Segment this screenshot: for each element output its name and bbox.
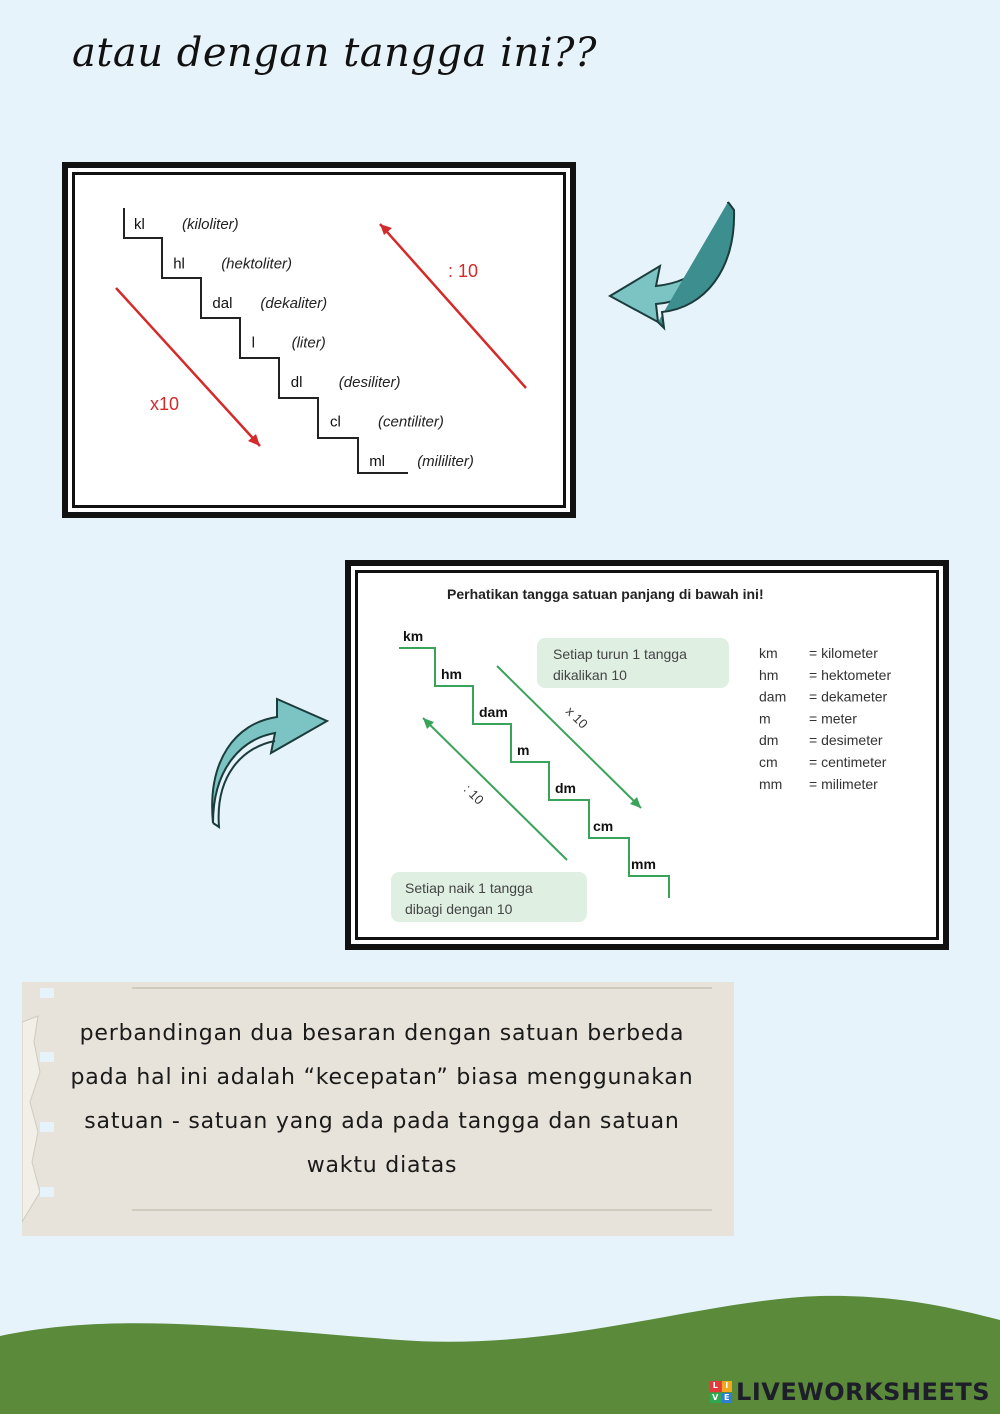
brand-logo [710, 1378, 990, 1406]
length-step-unit: cm [593, 818, 614, 834]
note-up-line1: Setiap naik 1 tangga [405, 880, 533, 896]
up-arrow-head [380, 224, 392, 235]
length-ladder-diagram [351, 566, 943, 944]
green-up-label: : 10 [460, 781, 487, 808]
down-multiply-label: x10 [150, 394, 180, 414]
length-step-unit: m [517, 742, 530, 758]
volume-step-name: (desiliter) [338, 374, 401, 391]
legend-abbr: dam [759, 688, 787, 705]
legend-full: = kilometer [809, 645, 878, 661]
volume-ladder-frame [62, 162, 576, 518]
legend-abbr: hm [759, 666, 779, 683]
length-step-unit: km [403, 628, 424, 644]
note-paper [22, 982, 734, 1236]
green-up-arrow-line [423, 718, 567, 860]
volume-step-name: (dekaliter) [260, 295, 328, 312]
length-step-unit: mm [631, 856, 656, 872]
legend-full: = hektometer [809, 666, 892, 683]
page-heading: atau dengan tangga ini?? [72, 30, 597, 76]
length-step-unit: dam [479, 704, 508, 720]
length-step-unit: dm [555, 780, 576, 796]
down-arrow-line [116, 288, 260, 446]
length-step-unit: hm [441, 666, 462, 682]
volume-step-unit: dl [290, 374, 303, 391]
legend-abbr: m [759, 710, 771, 727]
curved-arrow-pointing-left-icon [600, 196, 740, 332]
volume-step-unit: l [251, 334, 255, 352]
legend-full: = centimeter [809, 754, 887, 770]
staircase-line [124, 208, 408, 473]
legend-abbr: dm [759, 732, 779, 749]
volume-step-name: (kiloliter) [182, 216, 239, 233]
legend-full: = dekameter [809, 688, 888, 705]
volume-step-unit: kl [134, 216, 145, 233]
brand-name: LIVEWORKSHEETS [736, 1378, 990, 1406]
note-down-line1: Setiap turun 1 tangga [553, 646, 687, 662]
volume-step-name: (mililiter) [417, 453, 474, 470]
volume-ladder-diagram [68, 168, 570, 512]
legend-full: = milimeter [809, 775, 878, 792]
up-arrow-line [380, 224, 526, 388]
legend-full: = meter [809, 710, 857, 727]
length-ladder-frame [345, 560, 949, 950]
volume-step-unit: hl [173, 255, 185, 273]
volume-step-unit: ml [369, 453, 386, 470]
green-down-label: x 10 [562, 703, 591, 732]
volume-step-unit: dal [212, 295, 233, 312]
note-up-line2: dibagi dengan 10 [405, 901, 513, 917]
volume-step-name: (liter) [291, 334, 326, 352]
note-text: perbandingan dua besaran dengan satuan berbeda pada hal ini adalah “kecepatan” biasa menggunakan satuan - satuan yang ada pada tangga dan satuan waktu diatas [70, 1021, 694, 1178]
up-divide-label: : 10 [448, 261, 479, 281]
note-down-line2: dikalikan 10 [553, 667, 627, 683]
volume-step-unit: cl [330, 413, 341, 431]
legend-abbr: mm [759, 775, 783, 792]
legend-abbr: cm [759, 754, 778, 770]
legend-full: = desimeter [809, 732, 883, 749]
curved-arrow-pointing-right-icon [205, 695, 335, 831]
length-ladder-title: Perhatikan tangga satuan panjang di bawah ini! [447, 586, 764, 602]
volume-step-name: (centiliter) [378, 413, 444, 431]
volume-step-name: (hektoliter) [221, 255, 293, 273]
brand-mark-icon: L I V E [710, 1381, 732, 1403]
legend-abbr: km [759, 645, 778, 661]
